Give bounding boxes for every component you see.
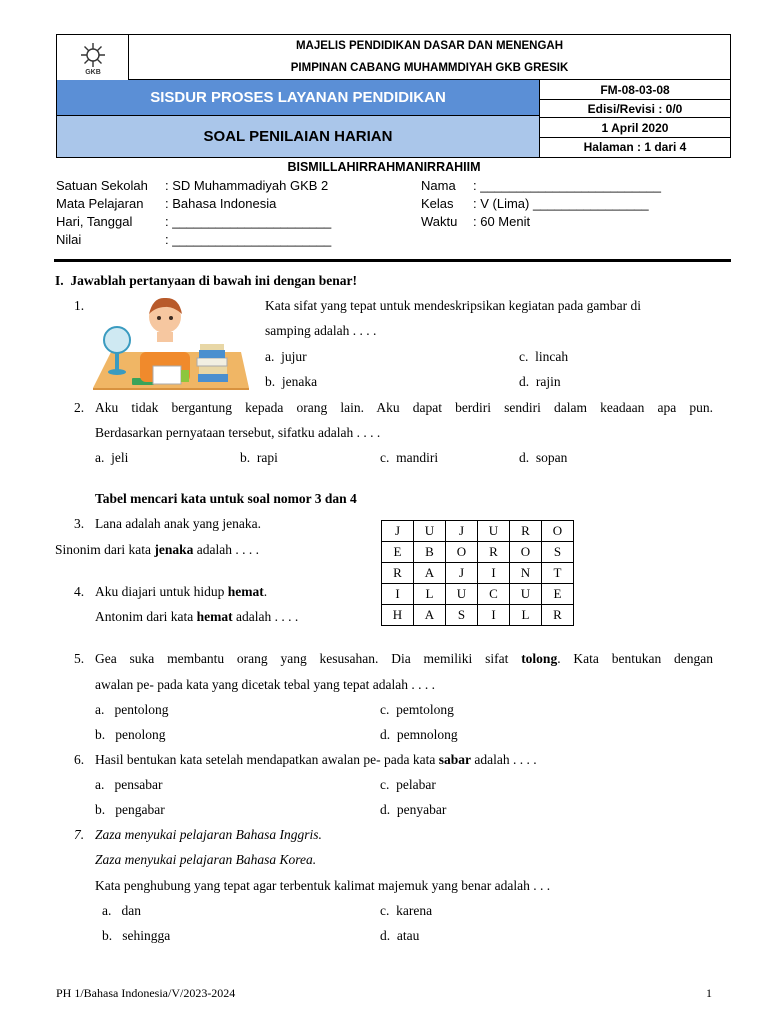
- grid-cell: E: [382, 542, 414, 563]
- info-row: Hari, Tanggal : ______________________: [56, 214, 332, 229]
- question-1-text: samping adalah . . . .: [265, 323, 377, 338]
- question-5-text: awalan pe- pada kata yang dicetak tebal yang tepat adalah . . . .: [95, 677, 435, 692]
- option-b: b. pengabar: [95, 802, 165, 817]
- question-4-text: Antonim dari kata hemat adalah . . . .: [95, 609, 299, 624]
- question-number: 4.: [74, 584, 85, 599]
- grid-cell: R: [478, 542, 510, 563]
- school-logo: [57, 35, 129, 80]
- info-row: Satuan Sekolah : SD Muhammadiyah GKB 2: [56, 178, 329, 193]
- option-d: d. sopan: [519, 450, 568, 465]
- option-c: c. pemtolong: [380, 702, 454, 717]
- grid-cell: S: [542, 542, 574, 563]
- info-row: Mata Pelajaran : Bahasa Indonesia: [56, 196, 277, 211]
- org-line-2: PIMPINAN CABANG MUHAMMDIYAH GKB GRESIK: [290, 62, 569, 74]
- option-d: d. rajin: [519, 374, 561, 389]
- option-d: d. pemnolong: [380, 727, 458, 742]
- option-a: a. jeli: [95, 450, 129, 465]
- option-c: c. pelabar: [380, 777, 436, 792]
- question-number: 7.: [74, 827, 85, 842]
- option-a: a. pensabar: [95, 777, 163, 792]
- word-search-title: Tabel mencari kata untuk soal nomor 3 dan 4: [95, 491, 357, 506]
- grid-cell: A: [414, 563, 446, 584]
- document-date: 1 April 2020: [540, 118, 730, 138]
- organization-name: [129, 35, 730, 80]
- question-number: 5.: [74, 651, 85, 666]
- word-search-grid: [381, 520, 574, 626]
- info-row: Waktu : 60 Menit: [421, 214, 531, 229]
- info-row: Nama : _________________________: [421, 178, 661, 193]
- section-title: I. Jawablah pertanyaan di bawah ini dengan benar!: [55, 273, 357, 288]
- option-a: a. pentolong: [95, 702, 169, 717]
- question-7-sentence: Zaza menyukai pelajaran Bahasa Korea.: [95, 852, 317, 867]
- option-b: b. sehingga: [102, 928, 171, 943]
- page-number: 1: [706, 986, 712, 1000]
- info-row: Nilai : ______________________: [56, 232, 332, 247]
- option-a: a. dan: [102, 903, 141, 918]
- option-b: b. jenaka: [265, 374, 318, 389]
- option-b: b. penolong: [95, 727, 166, 742]
- question-2-text: Berdasarkan pernyataan tersebut, sifatku adalah . . . .: [95, 425, 381, 440]
- question-6-text: Hasil bentukan kata setelah mendapatkan awalan pe- pada kata sabar adalah . . . .: [95, 752, 537, 767]
- grid-cell: O: [542, 521, 574, 542]
- grid-cell: N: [510, 563, 542, 584]
- header-divider: [54, 259, 731, 262]
- grid-cell: R: [382, 563, 414, 584]
- document-header: [56, 34, 731, 158]
- grid-cell: U: [510, 584, 542, 605]
- question-number: 2.: [74, 400, 85, 415]
- page-indicator: Halaman : 1 dari 4: [583, 140, 687, 154]
- grid-cell: T: [542, 563, 574, 584]
- grid-cell: E: [542, 584, 574, 605]
- edition: Edisi/Revisi : 0/0: [540, 100, 730, 118]
- org-line-1: MAJELIS PENDIDIKAN DASAR DAN MENENGAH: [295, 40, 564, 52]
- grid-cell: R: [510, 521, 542, 542]
- info-row: Kelas : V (Lima) ________________: [421, 196, 649, 211]
- grid-row: [382, 563, 574, 584]
- option-c: c. mandiri: [380, 450, 439, 465]
- grid-cell: A: [414, 605, 446, 626]
- grid-cell: J: [382, 521, 414, 542]
- option-c: c. lincah: [519, 349, 569, 364]
- question-2-text: Aku tidak bergantung kepada orang lain. Aku dapat berdiri sendiri dalam keadaan apa pun.: [95, 400, 713, 415]
- option-d: d. atau: [380, 928, 420, 943]
- grid-cell: U: [446, 584, 478, 605]
- grid-cell: O: [446, 542, 478, 563]
- option-c: c. karena: [380, 903, 433, 918]
- grid-cell: J: [446, 563, 478, 584]
- grid-row: [382, 542, 574, 563]
- grid-cell: H: [382, 605, 414, 626]
- question-7-sentence: Zaza menyukai pelajaran Bahasa Inggris.: [95, 827, 322, 842]
- grid-cell: O: [510, 542, 542, 563]
- grid-cell: I: [478, 605, 510, 626]
- question-7-text: Kata penghubung yang tepat agar terbentuk kalimat majemuk yang benar adalah . . .: [95, 878, 551, 893]
- form-code: FM-08-03-08: [540, 80, 730, 100]
- document-title-band: SISDUR PROSES LAYANAN PENDIDIKAN: [57, 80, 540, 116]
- grid-cell: U: [414, 521, 446, 542]
- grid-row: [382, 521, 574, 542]
- question-3-text: Lana adalah anak yang jenaka.: [95, 516, 262, 531]
- grid-row: [382, 584, 574, 605]
- question-1-text: Kata sifat yang tepat untuk mendeskripsikan kegiatan pada gambar di: [265, 298, 642, 313]
- grid-cell: U: [478, 521, 510, 542]
- grid-cell: C: [478, 584, 510, 605]
- footer-document-code: PH 1/Bahasa Indonesia/V/2023-2024: [56, 986, 236, 1000]
- grid-cell: R: [542, 605, 574, 626]
- grid-cell: I: [382, 584, 414, 605]
- question-4-text: Aku diajari untuk hidup hemat.: [95, 584, 268, 599]
- grid-cell: I: [478, 563, 510, 584]
- grid-cell: L: [510, 605, 542, 626]
- grid-cell: S: [446, 605, 478, 626]
- option-a: a. jujur: [265, 349, 307, 364]
- question-number: 1.: [74, 298, 85, 313]
- question-number: 6.: [74, 752, 85, 767]
- grid-cell: J: [446, 521, 478, 542]
- student-info-right: [421, 177, 661, 231]
- grid-cell: L: [414, 584, 446, 605]
- student-info-left: [56, 177, 331, 249]
- svg-text:GKB: GKB: [84, 68, 101, 76]
- question-number: 3.: [74, 516, 85, 531]
- document-subtitle-band: SOAL PENILAIAN HARIAN: [57, 116, 540, 157]
- grid-row: [382, 605, 574, 626]
- option-b: b. rapi: [240, 450, 278, 465]
- muhammadiyah-logo-icon: [75, 40, 111, 76]
- grid-cell: B: [414, 542, 446, 563]
- question-5-text: Gea suka membantu orang yang kesusahan. Dia memiliki sifat tolong. Kata bentukan dengan: [95, 651, 713, 666]
- bismillah-heading: BISMILLAHIRRAHMANIRRAHIIM: [287, 160, 481, 174]
- boy-studying-illustration: [93, 292, 249, 390]
- option-d: d. penyabar: [380, 802, 447, 817]
- question-3-text: Sinonim dari kata jenaka adalah . . . .: [55, 542, 259, 557]
